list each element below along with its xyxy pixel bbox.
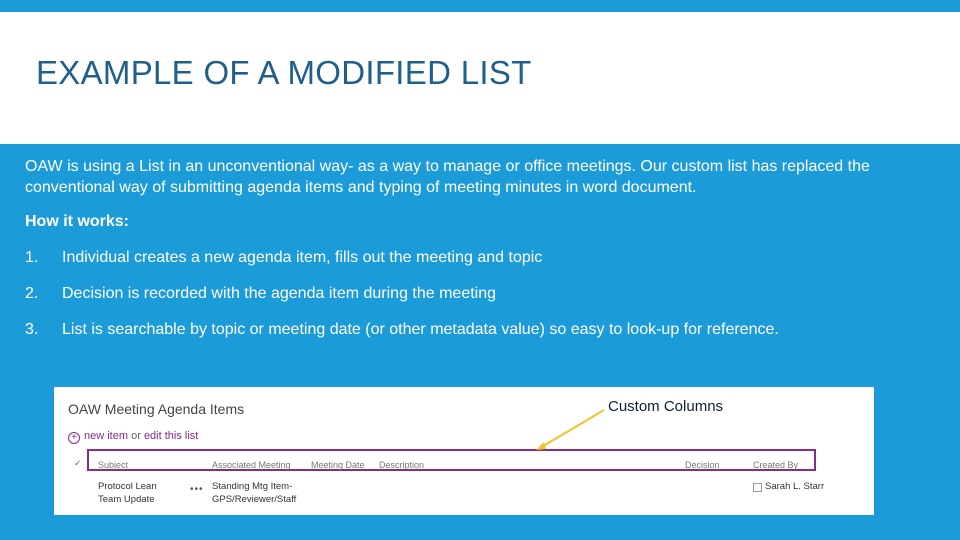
slide-title: EXAMPLE OF A MODIFIED LIST <box>36 54 532 91</box>
step-text: Individual creates a new agenda item, fills out the meeting and topic <box>62 249 543 266</box>
column-header-meeting-date[interactable]: Meeting Date <box>311 460 365 470</box>
step-number: 1. <box>25 249 39 266</box>
column-header-decision[interactable]: Decision <box>685 460 720 470</box>
edit-list-link[interactable]: edit this list <box>143 430 199 442</box>
new-item-link[interactable]: new item <box>84 430 129 442</box>
cell-meeting-line2: GPS/Reviewer/Staff <box>212 494 297 505</box>
cell-subject-line2[interactable]: Team Update <box>98 494 155 505</box>
custom-columns-callout: Custom Columns <box>608 398 724 415</box>
check-icon[interactable]: ✓ <box>74 458 82 468</box>
how-it-works-heading: How it works: <box>25 213 130 230</box>
column-header-associated-meeting[interactable]: Associated Meeting <box>212 460 291 470</box>
ellipsis-icon[interactable]: ••• <box>190 484 204 495</box>
cell-created-by: Sarah L. Starr <box>765 481 825 492</box>
step-number: 3. <box>25 321 39 338</box>
step-number: 2. <box>25 285 39 302</box>
column-header-created-by[interactable]: Created By <box>753 460 799 470</box>
list-title: OAW Meeting Agenda Items <box>68 401 245 417</box>
step-text: List is searchable by topic or meeting date (or other metadata value) so easy to look-up for reference. <box>62 321 779 338</box>
cell-subject-line1[interactable]: Protocol Lean <box>98 481 157 492</box>
cell-meeting-line1: Standing Mtg Item- <box>212 481 293 492</box>
callout-arrow-head <box>536 442 546 450</box>
plus-icon[interactable]: + <box>68 432 80 444</box>
intro-paragraph: OAW is using a List in an unconventional way- as a way to manage or office meetings. Our custom list has replaced the conventional way of submitting agenda items and typing of meeting minutes in word document. <box>25 158 870 196</box>
step-text: Decision is recorded with the agenda item during the meeting <box>62 285 497 302</box>
callout-arrow-line <box>540 410 604 448</box>
column-header-description[interactable]: Description <box>379 460 425 470</box>
or-text: or <box>128 430 144 442</box>
column-header-subject[interactable]: Subject <box>98 460 129 470</box>
